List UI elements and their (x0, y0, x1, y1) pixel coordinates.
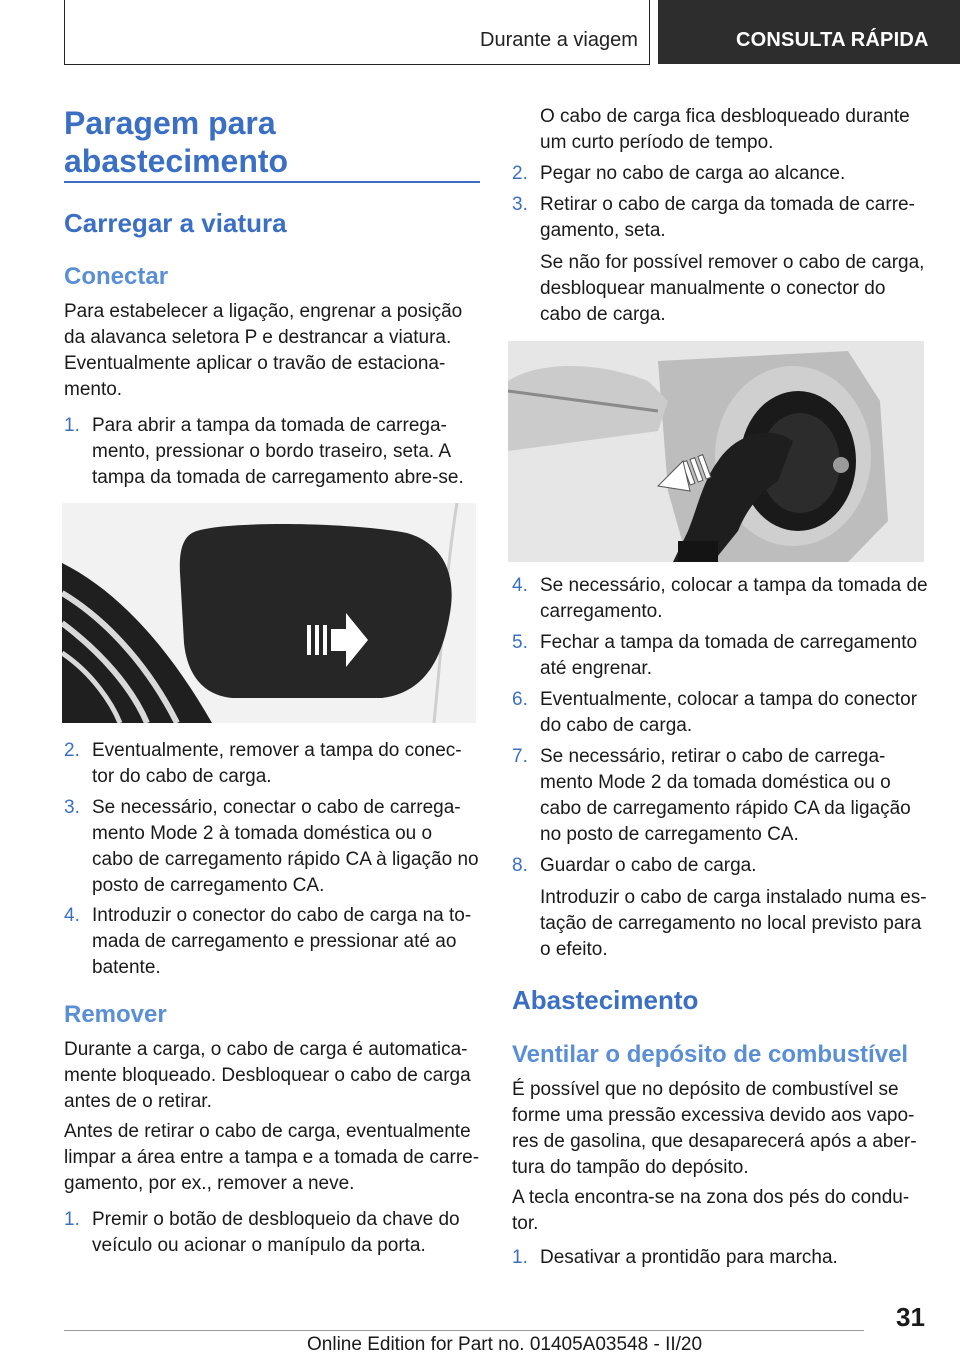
step-text (540, 687, 917, 739)
vent-paragraph-1 (512, 1077, 932, 1181)
list-item (512, 192, 932, 328)
heading-charge: Carregar a viatura (64, 208, 287, 238)
list-item (512, 853, 932, 963)
step-number: 6. (512, 689, 528, 710)
step-number: 5. (512, 632, 528, 653)
step-number: 4. (64, 905, 80, 926)
step-note (540, 885, 927, 963)
line: até engrenar. (540, 658, 652, 679)
list-item (512, 687, 932, 741)
step-number: 2. (512, 163, 528, 184)
step-number: 1. (512, 1247, 528, 1268)
line: desbloquear manualmente o conector do (540, 278, 886, 299)
line: gamento, por ex., remover a neve. (64, 1173, 355, 1194)
step-number: 1. (64, 1209, 80, 1230)
unlock-continuation-paragraph (540, 104, 940, 156)
line: no posto de carregamento CA. (540, 824, 799, 845)
step-number: 3. (512, 194, 528, 215)
charging-flap-image (62, 503, 476, 723)
line: o efeito. (540, 939, 608, 960)
line: mento Mode 2 à tomada doméstica ou o (92, 823, 433, 844)
page-number: 31 (896, 1302, 925, 1332)
remove-paragraph-1 (64, 1037, 484, 1115)
line: tor. (512, 1213, 539, 1234)
line: veículo ou acionar o manípulo da porta. (92, 1235, 426, 1256)
step-text (540, 853, 927, 963)
list-item (512, 1245, 932, 1273)
heading-connect: Conectar (64, 263, 169, 290)
step-text (92, 795, 479, 899)
line: tura do tampão do depósito. (512, 1157, 749, 1178)
line: Introduzir o cabo de carga instalado numa es‐ (540, 887, 927, 908)
step-text (540, 161, 845, 187)
line: um curto período de tempo. (540, 132, 774, 153)
line: tação de carregamento no local previsto para (540, 913, 922, 934)
line: Desativar a prontidão para marcha. (540, 1247, 838, 1268)
page-title-line1: Paragem para (64, 105, 276, 141)
heading-vent-fuel-tank: Ventilar o depósito de combustível (512, 1041, 909, 1068)
step-text (540, 744, 911, 848)
step-number: 1. (64, 415, 80, 436)
line: Se necessário, colocar a tampa da tomada de (540, 575, 928, 596)
line: do cabo de carga. (540, 715, 693, 736)
step-number: 4. (512, 575, 528, 596)
list-item (512, 161, 932, 189)
line: Se não for possível remover o cabo de carga, (540, 252, 925, 273)
line: É possível que no depósito de combustível se (512, 1079, 899, 1100)
step-number: 3. (64, 797, 80, 818)
line: Guardar o cabo de carga. (540, 855, 757, 876)
line: Introduzir o conector do cabo de carga na to‐ (92, 905, 472, 926)
header-left-rule (64, 0, 65, 64)
line: Pegar no cabo de carga ao alcance. (540, 163, 846, 184)
line: Eventualmente aplicar o travão de estaciona‐ (64, 353, 446, 374)
step-number: 7. (512, 746, 528, 767)
header-separator (649, 0, 650, 64)
step-text (92, 903, 471, 981)
line: Eventualmente, colocar a tampa do conector (540, 689, 918, 710)
line: cabo de carga. (540, 304, 666, 325)
step-text (92, 1207, 460, 1259)
tab-quick-reference[interactable] (658, 0, 960, 64)
footer-rule (64, 1330, 864, 1331)
step-text (540, 192, 924, 328)
line: Premir o botão de desbloqueio da chave do (92, 1209, 460, 1230)
list-item (512, 573, 932, 627)
line: gamento, seta. (540, 220, 666, 241)
line: batente. (92, 957, 161, 978)
remove-paragraph-2 (64, 1119, 484, 1197)
line: Retirar o cabo de carga da tomada de carre‐ (540, 194, 915, 215)
list-item (64, 903, 484, 983)
vent-paragraph-2 (512, 1185, 932, 1237)
line: mento Mode 2 da tomada doméstica ou o (540, 772, 891, 793)
page-title-line2: abastecimento (64, 143, 289, 179)
line: Para abrir a tampa da tomada de carrega‐ (92, 415, 447, 436)
line: limpar a área entre a tampa e a tomada de carre‐ (64, 1147, 480, 1168)
list-item (64, 1207, 484, 1261)
line: O cabo de carga fica desbloqueado durante (540, 106, 910, 127)
step-number: 2. (64, 740, 80, 761)
page-title (64, 104, 484, 180)
heading-remove: Remover (64, 1001, 167, 1028)
line: forme uma pressão excessiva devido aos vapo‐ (512, 1105, 915, 1126)
line: Se necessário, conectar o cabo de carrega‐ (92, 797, 461, 818)
step-text (92, 413, 464, 491)
line: tor do cabo de carga. (92, 766, 272, 787)
line: Eventualmente, remover a tampa do conec‐ (92, 740, 462, 761)
list-item (512, 744, 932, 850)
line: cabo de carregamento rápido CA da ligação (540, 798, 911, 819)
header-section-label[interactable]: Durante a viagem (480, 29, 638, 51)
list-item (512, 630, 932, 684)
line: Fechar a tampa da tomada de carregamento (540, 632, 918, 653)
step-text (540, 630, 917, 682)
line: mento. (64, 379, 123, 400)
list-item (64, 738, 484, 792)
step-text (540, 1245, 838, 1271)
line: da alavanca seletora P e destrancar a viatura. (64, 327, 452, 348)
line: antes de o retirar. (64, 1091, 212, 1112)
list-item (64, 413, 484, 493)
step-text (92, 738, 462, 790)
line: Durante a carga, o cabo de carga é automatica‐ (64, 1039, 468, 1060)
line: Para estabelecer a ligação, engrenar a posição (64, 301, 463, 322)
connect-paragraph (64, 299, 484, 403)
line: posto de carregamento CA. (92, 875, 325, 896)
step-text (540, 573, 928, 625)
list-item (64, 795, 484, 901)
line: mada de carregamento e pressionar até ao (92, 931, 457, 952)
line: A tecla encontra-se na zona dos pés do condu‐ (512, 1187, 910, 1208)
title-underline (64, 181, 480, 183)
step-note (540, 250, 924, 328)
line: mento, pressionar o bordo traseiro, seta. A (92, 441, 452, 462)
line: Se necessário, retirar o cabo de carrega‐ (540, 746, 886, 767)
heading-refuelling: Abastecimento (512, 985, 699, 1015)
line: mente bloqueado. Desbloquear o cabo de carga (64, 1065, 471, 1086)
step-number: 8. (512, 855, 528, 876)
line: tampa da tomada de carregamento abre-se. (92, 467, 464, 488)
line: cabo de carregamento rápido CA à ligação no (92, 849, 479, 870)
tab-quick-reference-label: CONSULTA RÁPIDA (736, 29, 929, 51)
charging-cable-image (508, 341, 924, 562)
header-bottom-rule (64, 64, 650, 65)
line: carregamento. (540, 601, 663, 622)
line: res de gasolina, que desaparecerá após a aber‐ (512, 1131, 917, 1152)
footer-edition: Online Edition for Part no. 01405A03548 - II/20 (307, 1334, 703, 1355)
line: Antes de retirar o cabo de carga, eventualmente (64, 1121, 471, 1142)
